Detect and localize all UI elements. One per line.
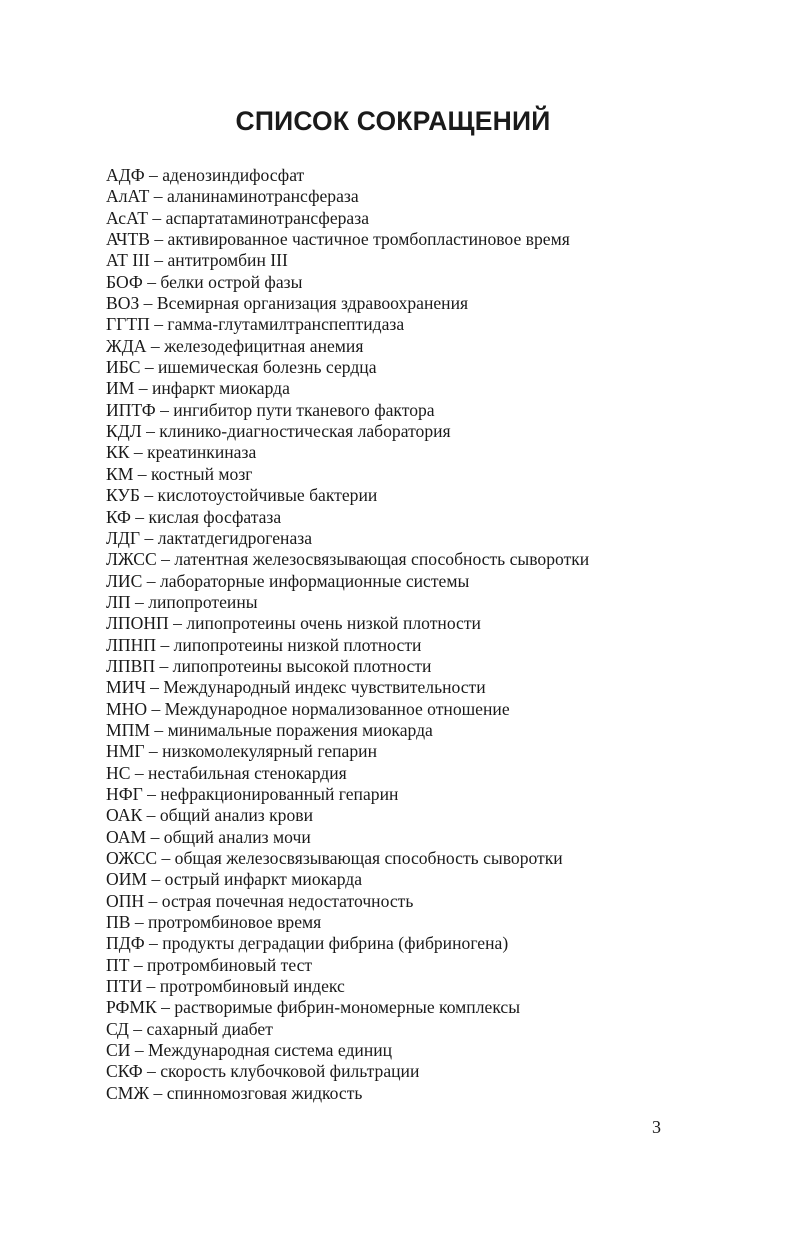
list-item: ИПТФ – ингибитор пути тканевого фактора (106, 399, 435, 420)
list-item: БОФ – белки острой фазы (106, 271, 303, 292)
list-item: ИМ – инфаркт миокарда (106, 378, 290, 399)
list-item: СД – сахарный диабет (106, 1018, 273, 1039)
list-item: ОЖСС – общая железосвязывающая способность сыворотки (106, 848, 563, 868)
list-item: КК – креатинкиназа (106, 442, 257, 463)
list-item: АлАТ – аланинаминотрансфераза (106, 186, 359, 207)
list-item: АТ III – антитромбин III (106, 250, 288, 271)
list-item: ИБС – ишемическая болезнь сердца (106, 357, 377, 378)
list-item: КФ – кислая фосфатаза (106, 506, 282, 527)
list-item: РФМК – растворимые фибрин-мономерные комплексы (106, 997, 521, 1018)
list-item: КДЛ – клинико-диагностическая лаборатория (106, 421, 451, 442)
list-item: НФГ – нефракционированный гепарин (106, 783, 399, 804)
page-number: 3 (652, 1117, 661, 1137)
list-item: ЖДА – железодефицитная анемия (106, 335, 364, 356)
list-item: НС – нестабильная стенокардия (106, 762, 347, 783)
list-item: ЛДГ – лактатдегидрогеназа (106, 527, 313, 548)
list-item: ГГТП – гамма-глутамилтранспептидаза (106, 314, 405, 335)
list-item: ПТИ – протромбиновый индекс (106, 976, 345, 997)
list-item: ЛПОНП – липопротеины очень низкой плотности (106, 613, 481, 634)
list-item: СКФ – скорость клубочковой фильтрации (106, 1061, 420, 1082)
list-item: АсАТ – аспартатаминотрансфераза (106, 207, 370, 228)
list-item: КМ – костный мозг (106, 463, 253, 484)
list-item: КУБ – кислотоустойчивые бактерии (106, 485, 378, 506)
list-item: ВОЗ – Всемирная организация здравоохранения (106, 293, 469, 314)
list-item: МИЧ – Международный индекс чувствительности (106, 677, 486, 698)
list-item: НМГ – низкомолекулярный гепарин (106, 741, 377, 762)
list-item: ПВ – протромбиновое время (106, 912, 322, 933)
list-item: ПДФ – продукты деградации фибрина (фибриногена) (106, 933, 509, 954)
list-item: АДФ – аденозиндифосфат (106, 165, 305, 185)
list-item: АЧТВ – активированное частичное тромбопластиновое время (106, 229, 570, 250)
list-item: ПТ – протромбиновый тест (106, 954, 313, 975)
list-item: СИ – Международная система единиц (106, 1040, 393, 1061)
abbreviation-list (106, 165, 589, 1104)
list-item: ЛЖСС – латентная железосвязывающая способность сыворотки (106, 549, 590, 570)
list-item: МПМ – минимальные поражения миокарда (106, 719, 433, 740)
list-item: ОАМ – общий анализ мочи (106, 826, 311, 847)
list-item: ОИМ – острый инфаркт миокарда (106, 869, 363, 890)
list-item: ЛПВП – липопротеины высокой плотности (106, 655, 432, 676)
list-item: ЛП – липопротеины (106, 591, 258, 612)
list-item: МНО – Международное нормализованное отношение (106, 698, 510, 719)
page-title: СПИСОК СОКРАЩЕНИЙ (235, 106, 551, 136)
list-item: ОАК – общий анализ крови (106, 805, 313, 826)
list-item: ОПН – острая почечная недостаточность (106, 890, 414, 911)
list-item: СМЖ – спинномозговая жидкость (106, 1082, 363, 1103)
list-item: ЛИС – лабораторные информационные системы (106, 570, 470, 591)
list-item: ЛПНП – липопротеины низкой плотности (106, 634, 422, 655)
